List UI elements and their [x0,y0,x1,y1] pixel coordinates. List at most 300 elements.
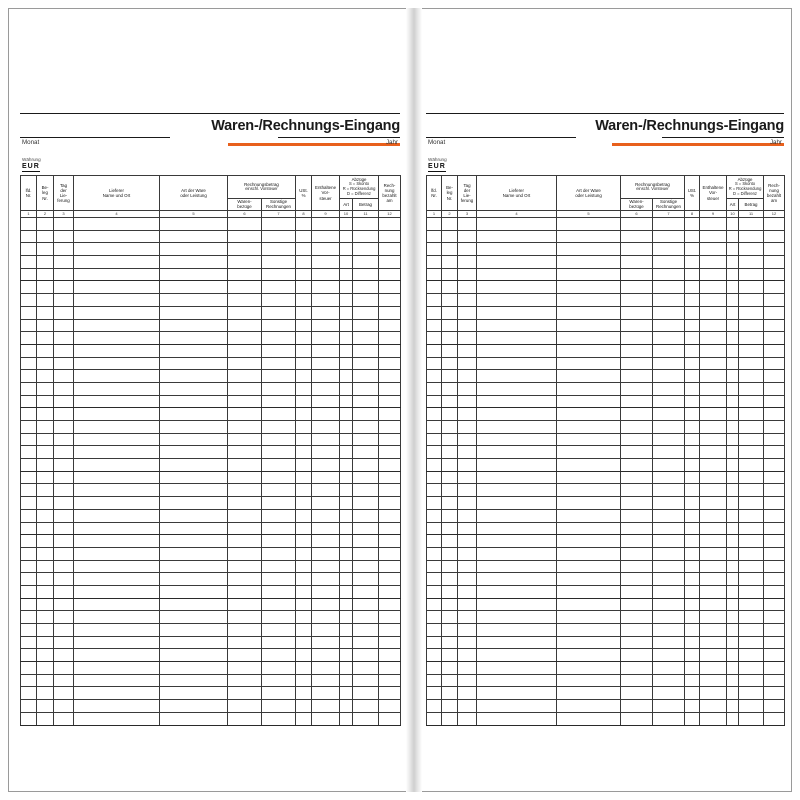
table-row[interactable] [427,268,785,281]
table-row[interactable] [21,382,401,395]
table-cell[interactable] [764,357,785,370]
table-row[interactable] [21,433,401,446]
table-cell[interactable] [477,497,557,510]
table-cell[interactable] [557,319,621,332]
table-cell[interactable] [160,408,228,421]
table-cell[interactable] [262,560,296,573]
table-cell[interactable] [340,218,353,231]
table-cell[interactable] [228,268,262,281]
table-cell[interactable] [442,243,458,256]
table-cell[interactable] [37,471,54,484]
table-cell[interactable] [74,649,160,662]
table-cell[interactable] [458,408,477,421]
table-cell[interactable] [685,446,700,459]
table-cell[interactable] [379,230,401,243]
table-cell[interactable] [54,357,74,370]
table-cell[interactable] [160,547,228,560]
table-cell[interactable] [160,421,228,434]
table-cell[interactable] [160,382,228,395]
table-cell[interactable] [340,598,353,611]
table-cell[interactable] [477,687,557,700]
table-cell[interactable] [653,674,685,687]
table-cell[interactable] [653,700,685,713]
table-cell[interactable] [727,446,739,459]
table-cell[interactable] [262,624,296,637]
table-cell[interactable] [74,370,160,383]
table-cell[interactable] [685,421,700,434]
table-cell[interactable] [340,624,353,637]
table-cell[interactable] [228,598,262,611]
table-cell[interactable] [262,471,296,484]
table-cell[interactable] [74,230,160,243]
table-cell[interactable] [685,459,700,472]
table-cell[interactable] [739,294,764,307]
table-cell[interactable] [54,712,74,725]
table-cell[interactable] [54,509,74,522]
table-cell[interactable] [228,382,262,395]
table-cell[interactable] [379,585,401,598]
table-cell[interactable] [557,497,621,510]
table-cell[interactable] [54,243,74,256]
table-cell[interactable] [54,598,74,611]
table-cell[interactable] [557,433,621,446]
table-cell[interactable] [160,497,228,510]
table-cell[interactable] [621,636,653,649]
table-cell[interactable] [379,636,401,649]
table-cell[interactable] [477,649,557,662]
table-cell[interactable] [312,611,340,624]
table-cell[interactable] [739,687,764,700]
table-cell[interactable] [653,712,685,725]
table-cell[interactable] [621,294,653,307]
table-cell[interactable] [442,382,458,395]
table-cell[interactable] [296,243,312,256]
table-cell[interactable] [296,382,312,395]
table-cell[interactable] [262,497,296,510]
table-cell[interactable] [427,382,442,395]
table-cell[interactable] [653,636,685,649]
table-cell[interactable] [54,218,74,231]
table-cell[interactable] [700,459,727,472]
table-cell[interactable] [340,357,353,370]
table-cell[interactable] [764,459,785,472]
table-row[interactable] [21,687,401,700]
table-cell[interactable] [296,560,312,573]
table-cell[interactable] [764,624,785,637]
table-cell[interactable] [727,484,739,497]
table-cell[interactable] [621,674,653,687]
table-cell[interactable] [353,382,379,395]
table-row[interactable] [21,306,401,319]
table-cell[interactable] [262,636,296,649]
table-cell[interactable] [427,395,442,408]
table-cell[interactable] [427,471,442,484]
table-cell[interactable] [228,662,262,675]
table-cell[interactable] [160,230,228,243]
table-cell[interactable] [477,382,557,395]
table-cell[interactable] [557,281,621,294]
table-cell[interactable] [739,421,764,434]
table-cell[interactable] [21,585,37,598]
table-cell[interactable] [379,408,401,421]
table-cell[interactable] [427,547,442,560]
table-row[interactable] [21,598,401,611]
table-cell[interactable] [74,319,160,332]
table-cell[interactable] [477,281,557,294]
table-cell[interactable] [379,218,401,231]
table-cell[interactable] [54,484,74,497]
table-cell[interactable] [37,459,54,472]
table-cell[interactable] [621,344,653,357]
table-cell[interactable] [477,306,557,319]
table-row[interactable] [427,636,785,649]
table-cell[interactable] [458,243,477,256]
table-cell[interactable] [727,243,739,256]
table-cell[interactable] [296,408,312,421]
table-cell[interactable] [312,509,340,522]
table-cell[interactable] [312,256,340,269]
table-cell[interactable] [739,344,764,357]
table-cell[interactable] [477,471,557,484]
table-cell[interactable] [427,344,442,357]
table-cell[interactable] [557,547,621,560]
table-cell[interactable] [739,319,764,332]
table-cell[interactable] [653,585,685,598]
table-cell[interactable] [621,446,653,459]
table-cell[interactable] [353,497,379,510]
table-cell[interactable] [764,382,785,395]
table-cell[interactable] [228,585,262,598]
table-cell[interactable] [340,535,353,548]
table-cell[interactable] [54,700,74,713]
table-cell[interactable] [700,306,727,319]
table-cell[interactable] [312,357,340,370]
table-cell[interactable] [37,700,54,713]
table-cell[interactable] [557,471,621,484]
table-cell[interactable] [442,560,458,573]
table-row[interactable] [21,357,401,370]
table-cell[interactable] [739,497,764,510]
table-cell[interactable] [685,281,700,294]
table-cell[interactable] [739,256,764,269]
table-cell[interactable] [228,484,262,497]
table-cell[interactable] [353,243,379,256]
table-cell[interactable] [228,256,262,269]
table-cell[interactable] [312,370,340,383]
table-cell[interactable] [458,446,477,459]
table-cell[interactable] [353,636,379,649]
table-cell[interactable] [727,281,739,294]
table-cell[interactable] [557,611,621,624]
table-row[interactable] [21,459,401,472]
table-cell[interactable] [160,268,228,281]
table-cell[interactable] [653,547,685,560]
table-cell[interactable] [557,306,621,319]
table-cell[interactable] [427,306,442,319]
table-cell[interactable] [262,433,296,446]
table-cell[interactable] [379,294,401,307]
table-cell[interactable] [739,408,764,421]
table-cell[interactable] [340,344,353,357]
table-cell[interactable] [700,382,727,395]
table-cell[interactable] [21,522,37,535]
table-cell[interactable] [262,357,296,370]
table-cell[interactable] [739,573,764,586]
table-cell[interactable] [54,636,74,649]
table-cell[interactable] [764,560,785,573]
table-cell[interactable] [74,471,160,484]
table-cell[interactable] [685,433,700,446]
table-cell[interactable] [21,674,37,687]
table-cell[interactable] [477,370,557,383]
table-cell[interactable] [353,421,379,434]
table-cell[interactable] [54,624,74,637]
table-cell[interactable] [228,370,262,383]
table-cell[interactable] [160,370,228,383]
table-row[interactable] [21,674,401,687]
table-cell[interactable] [296,281,312,294]
table-cell[interactable] [160,598,228,611]
table-cell[interactable] [21,370,37,383]
table-cell[interactable] [653,497,685,510]
table-cell[interactable] [340,636,353,649]
table-cell[interactable] [54,319,74,332]
table-cell[interactable] [340,662,353,675]
table-cell[interactable] [340,560,353,573]
table-cell[interactable] [764,306,785,319]
table-cell[interactable] [764,712,785,725]
table-cell[interactable] [739,649,764,662]
table-cell[interactable] [700,535,727,548]
table-cell[interactable] [21,281,37,294]
table-cell[interactable] [21,306,37,319]
table-cell[interactable] [557,446,621,459]
table-cell[interactable] [353,332,379,345]
table-row[interactable] [21,230,401,243]
table-cell[interactable] [74,509,160,522]
table-cell[interactable] [764,230,785,243]
table-cell[interactable] [37,522,54,535]
table-cell[interactable] [37,547,54,560]
table-cell[interactable] [727,395,739,408]
table-cell[interactable] [379,370,401,383]
table-cell[interactable] [340,256,353,269]
table-cell[interactable] [54,408,74,421]
table-cell[interactable] [296,700,312,713]
table-row[interactable] [427,522,785,535]
table-cell[interactable] [727,573,739,586]
table-cell[interactable] [340,395,353,408]
table-cell[interactable] [727,598,739,611]
table-cell[interactable] [477,509,557,522]
table-cell[interactable] [21,408,37,421]
table-cell[interactable] [262,585,296,598]
table-cell[interactable] [427,712,442,725]
table-cell[interactable] [764,294,785,307]
table-cell[interactable] [74,497,160,510]
table-cell[interactable] [228,624,262,637]
table-cell[interactable] [764,446,785,459]
table-cell[interactable] [296,636,312,649]
table-cell[interactable] [312,294,340,307]
table-cell[interactable] [764,700,785,713]
table-cell[interactable] [21,395,37,408]
table-cell[interactable] [557,598,621,611]
table-cell[interactable] [477,712,557,725]
table-cell[interactable] [727,522,739,535]
table-cell[interactable] [739,484,764,497]
table-row[interactable] [427,509,785,522]
table-cell[interactable] [653,649,685,662]
table-cell[interactable] [621,256,653,269]
table-cell[interactable] [685,294,700,307]
table-cell[interactable] [21,268,37,281]
table-cell[interactable] [685,509,700,522]
table-cell[interactable] [458,256,477,269]
table-cell[interactable] [262,294,296,307]
table-row[interactable] [21,408,401,421]
table-cell[interactable] [764,421,785,434]
table-cell[interactable] [458,344,477,357]
table-cell[interactable] [54,256,74,269]
table-cell[interactable] [621,560,653,573]
table-cell[interactable] [37,370,54,383]
table-cell[interactable] [262,700,296,713]
table-cell[interactable] [340,674,353,687]
table-cell[interactable] [353,319,379,332]
table-cell[interactable] [379,712,401,725]
table-cell[interactable] [685,522,700,535]
table-cell[interactable] [458,281,477,294]
table-cell[interactable] [739,218,764,231]
table-cell[interactable] [296,598,312,611]
table-cell[interactable] [458,522,477,535]
table-cell[interactable] [37,712,54,725]
table-cell[interactable] [764,243,785,256]
table-cell[interactable] [228,243,262,256]
table-cell[interactable] [379,395,401,408]
table-cell[interactable] [160,243,228,256]
table-cell[interactable] [379,700,401,713]
table-cell[interactable] [477,624,557,637]
table-cell[interactable] [477,585,557,598]
table-cell[interactable] [727,306,739,319]
table-cell[interactable] [296,674,312,687]
table-row[interactable] [21,649,401,662]
table-cell[interactable] [74,547,160,560]
table-cell[interactable] [727,674,739,687]
table-cell[interactable] [296,535,312,548]
table-cell[interactable] [557,256,621,269]
table-cell[interactable] [312,408,340,421]
table-cell[interactable] [458,611,477,624]
table-cell[interactable] [739,611,764,624]
table-cell[interactable] [727,662,739,675]
table-cell[interactable] [160,611,228,624]
table-row[interactable] [427,243,785,256]
table-cell[interactable] [228,421,262,434]
table-cell[interactable] [685,624,700,637]
table-cell[interactable] [262,268,296,281]
table-cell[interactable] [379,649,401,662]
table-cell[interactable] [442,306,458,319]
table-cell[interactable] [557,395,621,408]
table-cell[interactable] [160,281,228,294]
table-cell[interactable] [764,649,785,662]
table-cell[interactable] [228,712,262,725]
table-cell[interactable] [653,230,685,243]
table-cell[interactable] [353,687,379,700]
table-cell[interactable] [160,433,228,446]
table-cell[interactable] [379,268,401,281]
table-cell[interactable] [653,243,685,256]
table-cell[interactable] [353,560,379,573]
table-cell[interactable] [700,433,727,446]
table-cell[interactable] [653,332,685,345]
table-cell[interactable] [74,674,160,687]
table-cell[interactable] [477,522,557,535]
table-cell[interactable] [353,256,379,269]
table-cell[interactable] [353,598,379,611]
table-cell[interactable] [427,700,442,713]
table-cell[interactable] [54,370,74,383]
table-cell[interactable] [653,509,685,522]
table-cell[interactable] [427,218,442,231]
table-cell[interactable] [653,446,685,459]
table-cell[interactable] [37,611,54,624]
table-cell[interactable] [700,268,727,281]
table-cell[interactable] [379,344,401,357]
table-cell[interactable] [54,687,74,700]
table-cell[interactable] [262,344,296,357]
table-cell[interactable] [739,370,764,383]
table-cell[interactable] [477,230,557,243]
table-cell[interactable] [727,370,739,383]
table-cell[interactable] [262,230,296,243]
table-cell[interactable] [37,281,54,294]
table-cell[interactable] [74,446,160,459]
table-row[interactable] [427,585,785,598]
table-cell[interactable] [764,433,785,446]
table-cell[interactable] [74,484,160,497]
table-cell[interactable] [442,662,458,675]
table-row[interactable] [21,344,401,357]
table-cell[interactable] [739,624,764,637]
table-row[interactable] [427,306,785,319]
table-cell[interactable] [427,598,442,611]
table-row[interactable] [21,256,401,269]
table-cell[interactable] [54,459,74,472]
table-cell[interactable] [739,547,764,560]
table-cell[interactable] [477,332,557,345]
table-cell[interactable] [653,408,685,421]
table-cell[interactable] [653,268,685,281]
table-cell[interactable] [727,218,739,231]
table-cell[interactable] [700,624,727,637]
table-cell[interactable] [557,408,621,421]
table-cell[interactable] [353,649,379,662]
table-cell[interactable] [296,687,312,700]
table-cell[interactable] [685,573,700,586]
table-cell[interactable] [340,649,353,662]
table-cell[interactable] [312,230,340,243]
table-cell[interactable] [379,332,401,345]
table-cell[interactable] [21,484,37,497]
table-cell[interactable] [764,674,785,687]
table-cell[interactable] [340,421,353,434]
table-cell[interactable] [685,306,700,319]
table-cell[interactable] [21,294,37,307]
